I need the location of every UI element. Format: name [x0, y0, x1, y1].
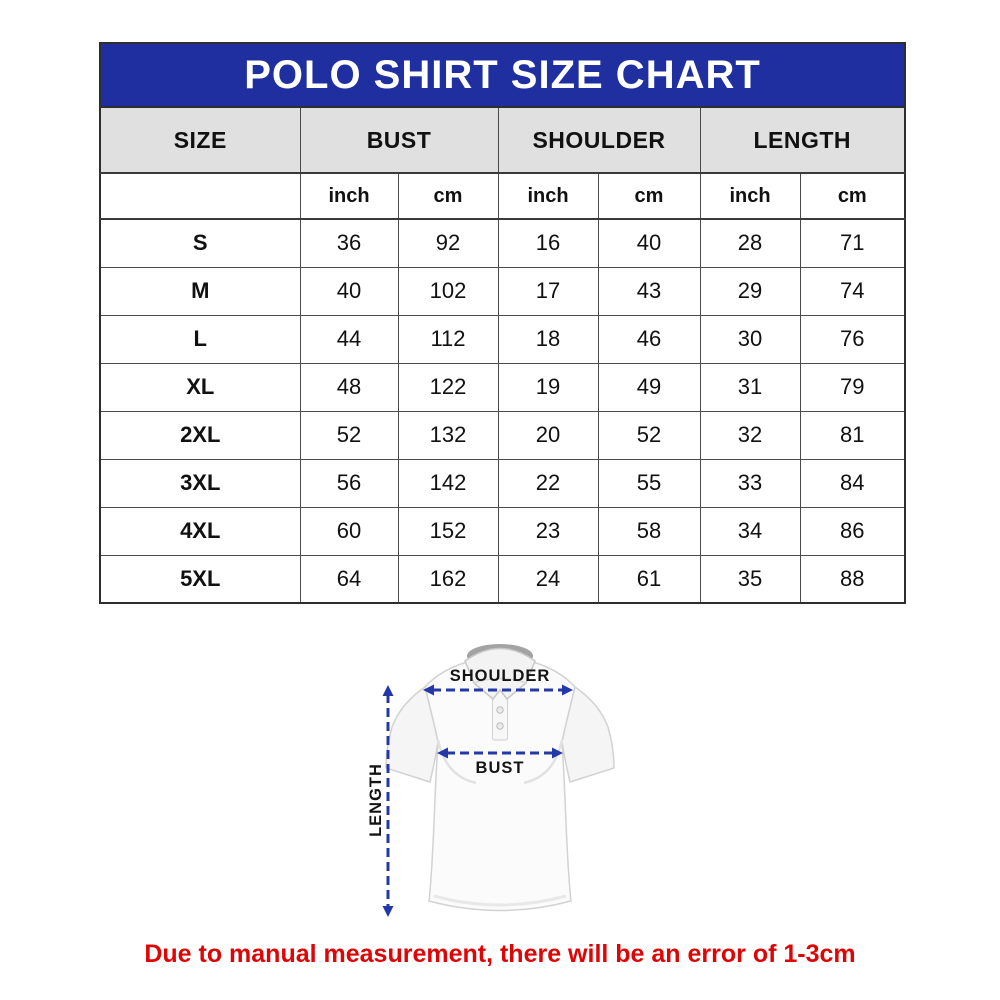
column-header-size: SIZE — [100, 107, 300, 173]
unit-header: cm — [598, 173, 700, 219]
measurement-value: 48 — [300, 363, 398, 411]
measurement-value: 112 — [398, 315, 498, 363]
size-row-2xl — [100, 411, 905, 459]
size-row-3xl — [100, 459, 905, 507]
unit-header: cm — [398, 173, 498, 219]
size-label: L — [100, 315, 300, 363]
column-header-bust: BUST — [300, 107, 498, 173]
column-header-shoulder: SHOULDER — [498, 107, 700, 173]
measurement-value: 92 — [398, 219, 498, 267]
measurement-value: 84 — [800, 459, 905, 507]
unit-header: inch — [498, 173, 598, 219]
unit-header-row — [100, 173, 905, 219]
measurement-value: 24 — [498, 555, 598, 603]
measurement-value: 74 — [800, 267, 905, 315]
measurement-value: 23 — [498, 507, 598, 555]
measurement-value: 28 — [700, 219, 800, 267]
measurement-value: 34 — [700, 507, 800, 555]
size-chart-table — [99, 42, 906, 604]
measurement-value: 88 — [800, 555, 905, 603]
measurement-value: 71 — [800, 219, 905, 267]
measurement-value: 36 — [300, 219, 398, 267]
measurement-value: 46 — [598, 315, 700, 363]
shoulder-measure-label: SHOULDER — [449, 667, 551, 685]
measurement-value: 58 — [598, 507, 700, 555]
size-row-s — [100, 219, 905, 267]
size-row-l — [100, 315, 905, 363]
size-label: 4XL — [100, 507, 300, 555]
size-row-5xl — [100, 555, 905, 603]
bust-measure-label: BUST — [475, 759, 525, 777]
column-header-length: LENGTH — [700, 107, 905, 173]
size-label: 5XL — [100, 555, 300, 603]
size-label: XL — [100, 363, 300, 411]
measurement-value: 49 — [598, 363, 700, 411]
arrowhead-bottom — [383, 906, 394, 917]
measurement-value: 31 — [700, 363, 800, 411]
measurement-value: 19 — [498, 363, 598, 411]
measurement-value: 162 — [398, 555, 498, 603]
measurement-value: 17 — [498, 267, 598, 315]
measurement-value: 18 — [498, 315, 598, 363]
measurement-value: 52 — [300, 411, 398, 459]
measurement-value: 142 — [398, 459, 498, 507]
chart-title: POLO SHIRT SIZE CHART — [100, 43, 905, 107]
measurement-value: 33 — [700, 459, 800, 507]
unit-header: inch — [700, 173, 800, 219]
unit-header-empty — [100, 173, 300, 219]
size-row-xl — [100, 363, 905, 411]
measurement-value: 132 — [398, 411, 498, 459]
measurement-value: 40 — [598, 219, 700, 267]
measurement-value: 102 — [398, 267, 498, 315]
measurement-value: 43 — [598, 267, 700, 315]
measurement-value: 86 — [800, 507, 905, 555]
measurement-value: 35 — [700, 555, 800, 603]
unit-header: cm — [800, 173, 905, 219]
arrowhead-top — [383, 685, 394, 696]
measurement-value: 61 — [598, 555, 700, 603]
length-measure-label: LENGTH — [367, 763, 385, 837]
measurement-value: 16 — [498, 219, 598, 267]
button — [497, 707, 503, 713]
size-label: S — [100, 219, 300, 267]
measurement-value: 44 — [300, 315, 398, 363]
measurement-value: 52 — [598, 411, 700, 459]
shirt-measurement-diagram — [330, 630, 690, 940]
button — [497, 723, 503, 729]
measurement-value: 79 — [800, 363, 905, 411]
size-label: 2XL — [100, 411, 300, 459]
measurement-value: 55 — [598, 459, 700, 507]
polo-shirt-graphic — [330, 630, 690, 940]
size-row-m — [100, 267, 905, 315]
size-label: M — [100, 267, 300, 315]
measurement-value: 22 — [498, 459, 598, 507]
measurement-value: 81 — [800, 411, 905, 459]
measurement-value: 30 — [700, 315, 800, 363]
measurement-value: 64 — [300, 555, 398, 603]
unit-header: inch — [300, 173, 398, 219]
column-header-row — [100, 107, 905, 173]
measurement-value: 76 — [800, 315, 905, 363]
measurement-value: 56 — [300, 459, 398, 507]
measurement-value: 40 — [300, 267, 398, 315]
measurement-note: Due to manual measurement, there will be an error of 1-3cm — [144, 940, 856, 968]
measurement-value: 29 — [700, 267, 800, 315]
measurement-value: 152 — [398, 507, 498, 555]
measurement-value: 60 — [300, 507, 398, 555]
measurement-value: 20 — [498, 411, 598, 459]
size-label: 3XL — [100, 459, 300, 507]
measurement-value: 122 — [398, 363, 498, 411]
size-row-4xl — [100, 507, 905, 555]
title-bar — [100, 43, 905, 107]
measurement-value: 32 — [700, 411, 800, 459]
